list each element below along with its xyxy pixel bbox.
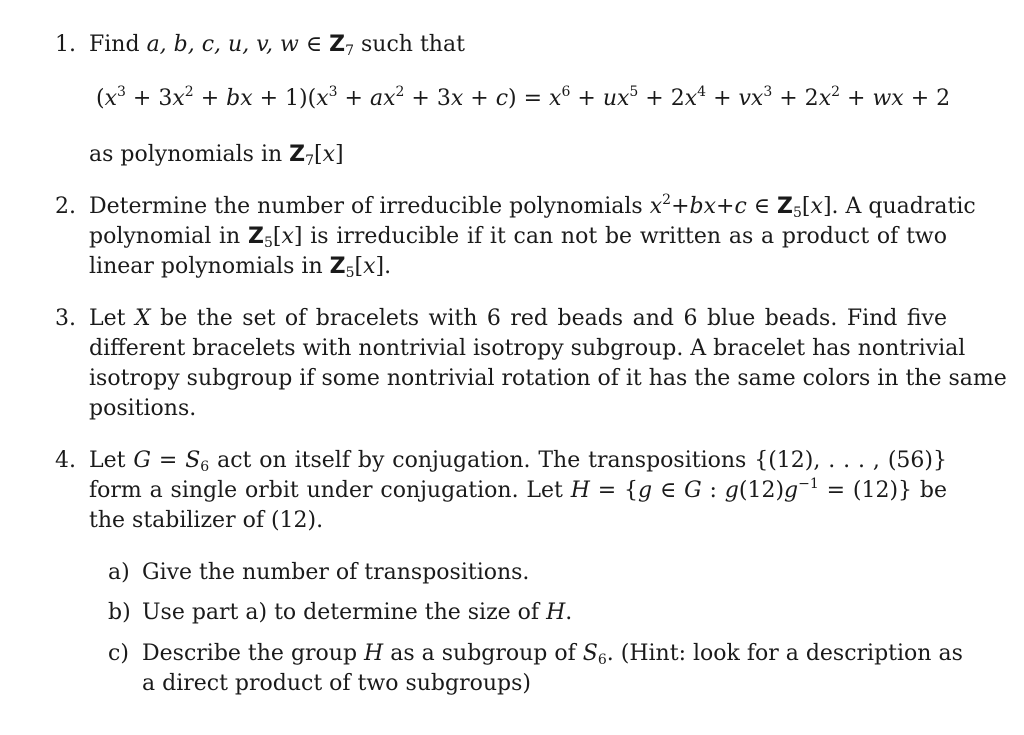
- problem-1-closing-text: as polynomials in: [89, 142, 283, 167]
- part-c-text-c: . (Hint: look for a description as: [606, 641, 963, 666]
- problem-1-number: 1.: [55, 32, 76, 57]
- problem-4-number: 4.: [55, 448, 76, 473]
- part-c-line2: a direct product of two subgroups): [142, 671, 531, 696]
- part-c-text-b: as a subgroup of: [390, 641, 576, 666]
- problem-2-line1: Determine the number of irreducible polynomials $x^2+bx+c$ ∈ $Z_5[x]$. A quadratic: [89, 192, 976, 221]
- problem-3-line4: positions.: [89, 396, 197, 421]
- z7-symbol: Z: [329, 32, 346, 57]
- problem-4-text-c: form a single orbit under conjugation. Let: [89, 478, 563, 503]
- problem-2-text-c: polynomial in: [89, 224, 241, 249]
- problem-3-line3: isotropy subgroup if some nontrivial rotation of it has the same colors in the same: [89, 366, 1007, 391]
- problem-1-equation: ($x^3 + 3x^2$ + bx + $1)(x^3 + ax^2 + 3x + c) = x^6 + ux^5 + 2x^4 + vx^3 + 2x^2$ + wx + 2: [96, 84, 951, 111]
- part-c-line1: Describe the group H as a subgroup of $S_6$. (Hint: look for a description as: [142, 641, 963, 668]
- problem-4-line3: the stabilizer of (12).: [89, 508, 324, 533]
- part-c-label: c): [108, 641, 129, 666]
- part-b-label: b): [108, 600, 131, 625]
- problem-2-text-a: Determine the number of irreducible polynomials: [89, 194, 643, 219]
- part-c-text-a: Describe the group: [142, 641, 358, 666]
- problem-1-line1: Find a, b, c, u, v, w ∈ $Z_7$ such that: [89, 32, 465, 59]
- part-b-text: Use part a) to determine the size of: [142, 600, 540, 625]
- problem-3-line1: Let X be the set of bracelets with 6 red beads and 6 blue beads. Find five: [89, 306, 947, 331]
- problem-3-line2: different bracelets with nontrivial isotropy subgroup. A bracelet has nontrivial: [89, 336, 966, 361]
- problem-4-text-b: act on itself by conjugation. The transpositions: [217, 448, 747, 473]
- problem-4-text-a: Let: [89, 448, 126, 473]
- problem-4-text-e: the stabilizer of: [89, 508, 264, 533]
- problem-4-text-d: be: [919, 478, 947, 503]
- part-a-text: Give the number of transpositions.: [142, 560, 530, 585]
- problem-3-text-a: Let: [89, 306, 126, 331]
- problem-2-line3: linear polynomials in $Z_5[x]$.: [89, 254, 392, 281]
- problem-3-text-b: be the set of bracelets with 6 red beads and 6 blue beads. Find five: [160, 306, 947, 331]
- part-b-line: Use part a) to determine the size of H.: [142, 600, 573, 625]
- problem-2-text-b: . A quadratic: [831, 194, 976, 219]
- part-a-label: a): [108, 560, 130, 585]
- problem-3-number: 3.: [55, 306, 76, 331]
- problem-1-intro: Find: [89, 32, 140, 57]
- problem-4-line1: Let $G = S_6$ act on itself by conjugation. The transpositions {(12), . . . , (56)}: [89, 448, 947, 475]
- problem-2-text-e: linear polynomials in: [89, 254, 323, 279]
- problem-2-line2: polynomial in $Z_5[x]$ is irreducible if it can not be written as a product of two: [89, 224, 947, 251]
- problem-1-closing: as polynomials in $Z_7[x]$: [89, 142, 344, 169]
- problem-1-vars: a, b, c, u, v, w: [146, 32, 299, 57]
- problem-4-line2: form a single orbit under conjugation. Let H = {g ∈ G : $g(12)g^{-1} = (12)$} be: [89, 476, 947, 503]
- problem-1-suchthat: such that: [361, 32, 465, 57]
- problem-2-text-d: is irreducible if it can not be written as a product of two: [310, 224, 947, 249]
- problem-2-number: 2.: [55, 194, 76, 219]
